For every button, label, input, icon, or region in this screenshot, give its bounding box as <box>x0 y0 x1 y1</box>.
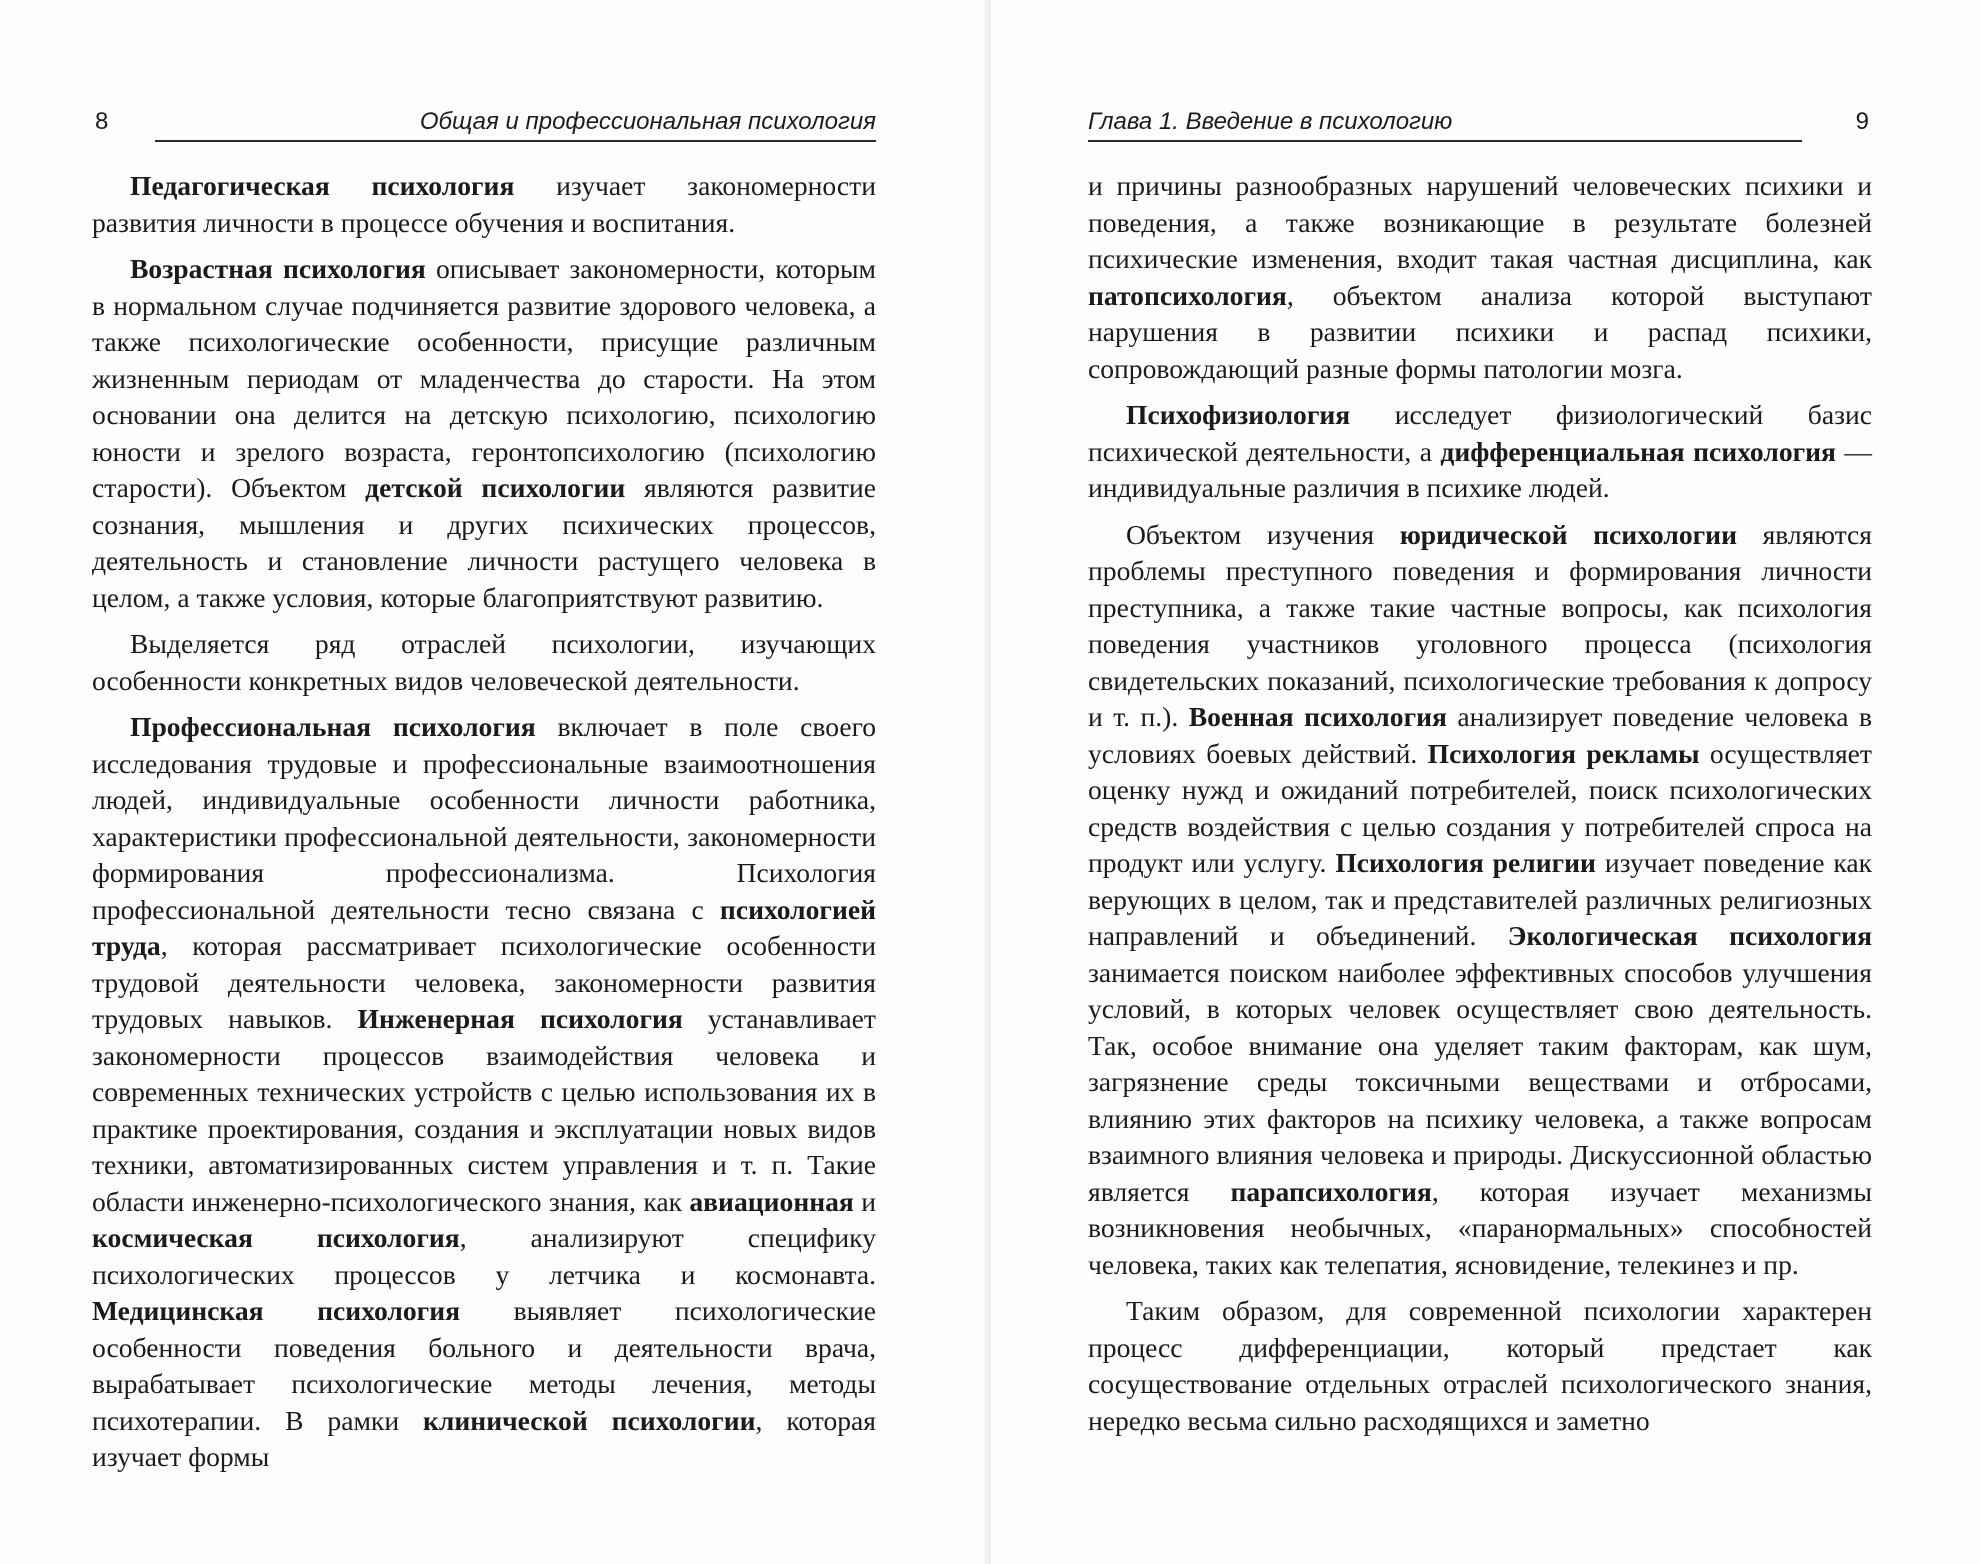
text-run: изучает закономерности развития личности в процессе обучения и воспитания. <box>92 170 876 238</box>
page-number: 9 <box>1855 108 1869 135</box>
text-run: изучает поведение как верующих в целом, так и представителей различных религиозных направлений и объединений. <box>1088 847 1872 951</box>
term: Военная психология <box>1188 701 1447 732</box>
paragraph <box>1088 168 1872 387</box>
term: Инженерная психология <box>357 1003 683 1034</box>
term: дифференциальная психология <box>1440 435 1836 467</box>
text-run: описывает закономерности, которым в нормальном случае подчиняется развитие здорового человека, а также психологические особенности, присущие различным жизненным периодам от младенчества до старости. На этом основании она делится на детскую психологию, психологию юности и зрелого возраста, геронтопсихологию (психологию старости). Объектом <box>92 253 876 503</box>
paragraph <box>1088 1293 1872 1439</box>
text-run: , которая изучает механизмы возникновения необычных, «паранормальных» способностей человека, таких как телепатия, ясновидение, телекинез и пр. <box>1088 1175 1872 1280</box>
page-body <box>92 168 876 1486</box>
text-run: включает в поле своего исследования трудовые и профессиональные взаимоотношения людей, индивидуальные особенности личности работника, характеристики профессиональной деятельности, закономерности формирования профессионализма. Психология профессиональной деятельности тесно связана с <box>92 711 877 925</box>
term: Медицинская психология <box>92 1295 461 1326</box>
page-number: 8 <box>95 108 109 135</box>
text-run: устанавливает закономерности процессов взаимодействия человека и современных технических устройств с целью использования их в практике проектирования, создания и эксплуатации новых видов техники, автоматизированных систем управления и т. п. Такие области инженерно-психологического знания, как <box>92 1003 876 1217</box>
paragraph <box>92 168 876 241</box>
paragraph <box>92 709 876 1476</box>
left-page <box>0 0 990 1564</box>
term: Профессиональная психология <box>130 711 536 742</box>
term: Психология рекламы <box>1427 737 1700 769</box>
text-run: — индивидуальные различия в психике людей. <box>1088 435 1873 503</box>
paragraph <box>1088 517 1872 1284</box>
text-run: Выделяется ряд отраслей психологии, изучающих особенности конкретных видов человеческой деятельности. <box>92 628 876 696</box>
text-run: являются развитие сознания, мышления и других психических процессов, деятельность и становление личности растущего человека в целом, а также условия, которые благоприятствуют развитию. <box>92 472 876 613</box>
term: клинической психологии <box>423 1404 756 1436</box>
term: Возрастная психология <box>130 253 426 284</box>
text-run: осуществляет оценку нужд и ожиданий потребителей, поиск психологических средств воздействия с целью создания у потребителей спроса на продукт или услугу. <box>1088 737 1872 878</box>
term: патопсихология <box>1088 279 1287 311</box>
text-run: выявляет психологические особенности поведения больного и деятельности врача, вырабатывает психологические методы лечения, методы психотерапии. В рамки <box>92 1295 876 1436</box>
text-run: , объектом анализа которой выступают нарушения в развитии психики и распад психики, сопровождающий разные формы патологии мозга. <box>1088 279 1872 384</box>
term: Педагогическая психология <box>130 170 515 201</box>
running-head: Глава 1. Введение в психологию <box>1088 108 1453 135</box>
text-run: Объектом изучения <box>1126 518 1400 550</box>
text-run: , которая рассматривает психологические особенности трудовой деятельности человека, закономерности развития трудовых навыков. <box>92 930 876 1034</box>
paragraph <box>92 626 876 699</box>
paragraph <box>92 251 876 616</box>
text-run: и причины разнообразных нарушений человеческих психики и поведения, а также возникающие в результате болезней психические изменения, входит такая частная дисциплина, как <box>1088 170 1872 274</box>
term: Психология религии <box>1335 847 1596 878</box>
header-rule <box>155 140 876 142</box>
right-page <box>991 0 1981 1564</box>
text-run: , анализируют специфику психологических процессов у летчика и космонавта. <box>92 1222 876 1290</box>
term: детской психологии <box>365 472 626 503</box>
term: Психофизиология <box>1126 399 1351 430</box>
term: Экологическая психология <box>1507 920 1873 951</box>
header-rule <box>1088 140 1802 142</box>
term: авиационная <box>689 1185 854 1217</box>
text-run: анализирует поведение человека в условиях боевых действий. <box>1088 701 1872 769</box>
term: парапсихология <box>1230 1175 1432 1207</box>
text-run: занимается поиском наиболее эффективных способов улучшения условий, в которых человек осуществляет свою деятельность. Так, особое внимание она уделяет таким факторам, как шум, загрязнение среды токсичными веществами и отбросами, влиянию этих факторов на психику человека, а также вопросам взаимного влияния человека и природы. Дискуссионной областью является <box>1088 956 1872 1207</box>
running-head: Общая и профессиональная психология <box>419 108 876 135</box>
term: психологией труда <box>92 893 876 961</box>
text-run: и <box>853 1185 876 1217</box>
term: космическая психология <box>92 1222 460 1253</box>
text-run: исследует физиологический базис психической деятельности, а <box>1088 399 1872 467</box>
page-body <box>1088 168 1872 1449</box>
paragraph <box>1088 397 1872 507</box>
text-run: , которая изучает формы <box>92 1404 876 1472</box>
text-run: Таким образом, для современной психологии характерен процесс дифференциации, который предстает как сосуществование отдельных отраслей психологического знания, нередко весьма сильно расходящихся и заметно <box>1088 1295 1872 1436</box>
text-run: являются проблемы преступного поведения и формирования личности преступника, а также такие частные вопросы, как психология поведения участников уголовного процесса (психология свидетельских показаний, психологические требования к допросу и т. п.). <box>1088 518 1872 732</box>
term: юридической психологии <box>1399 518 1737 550</box>
